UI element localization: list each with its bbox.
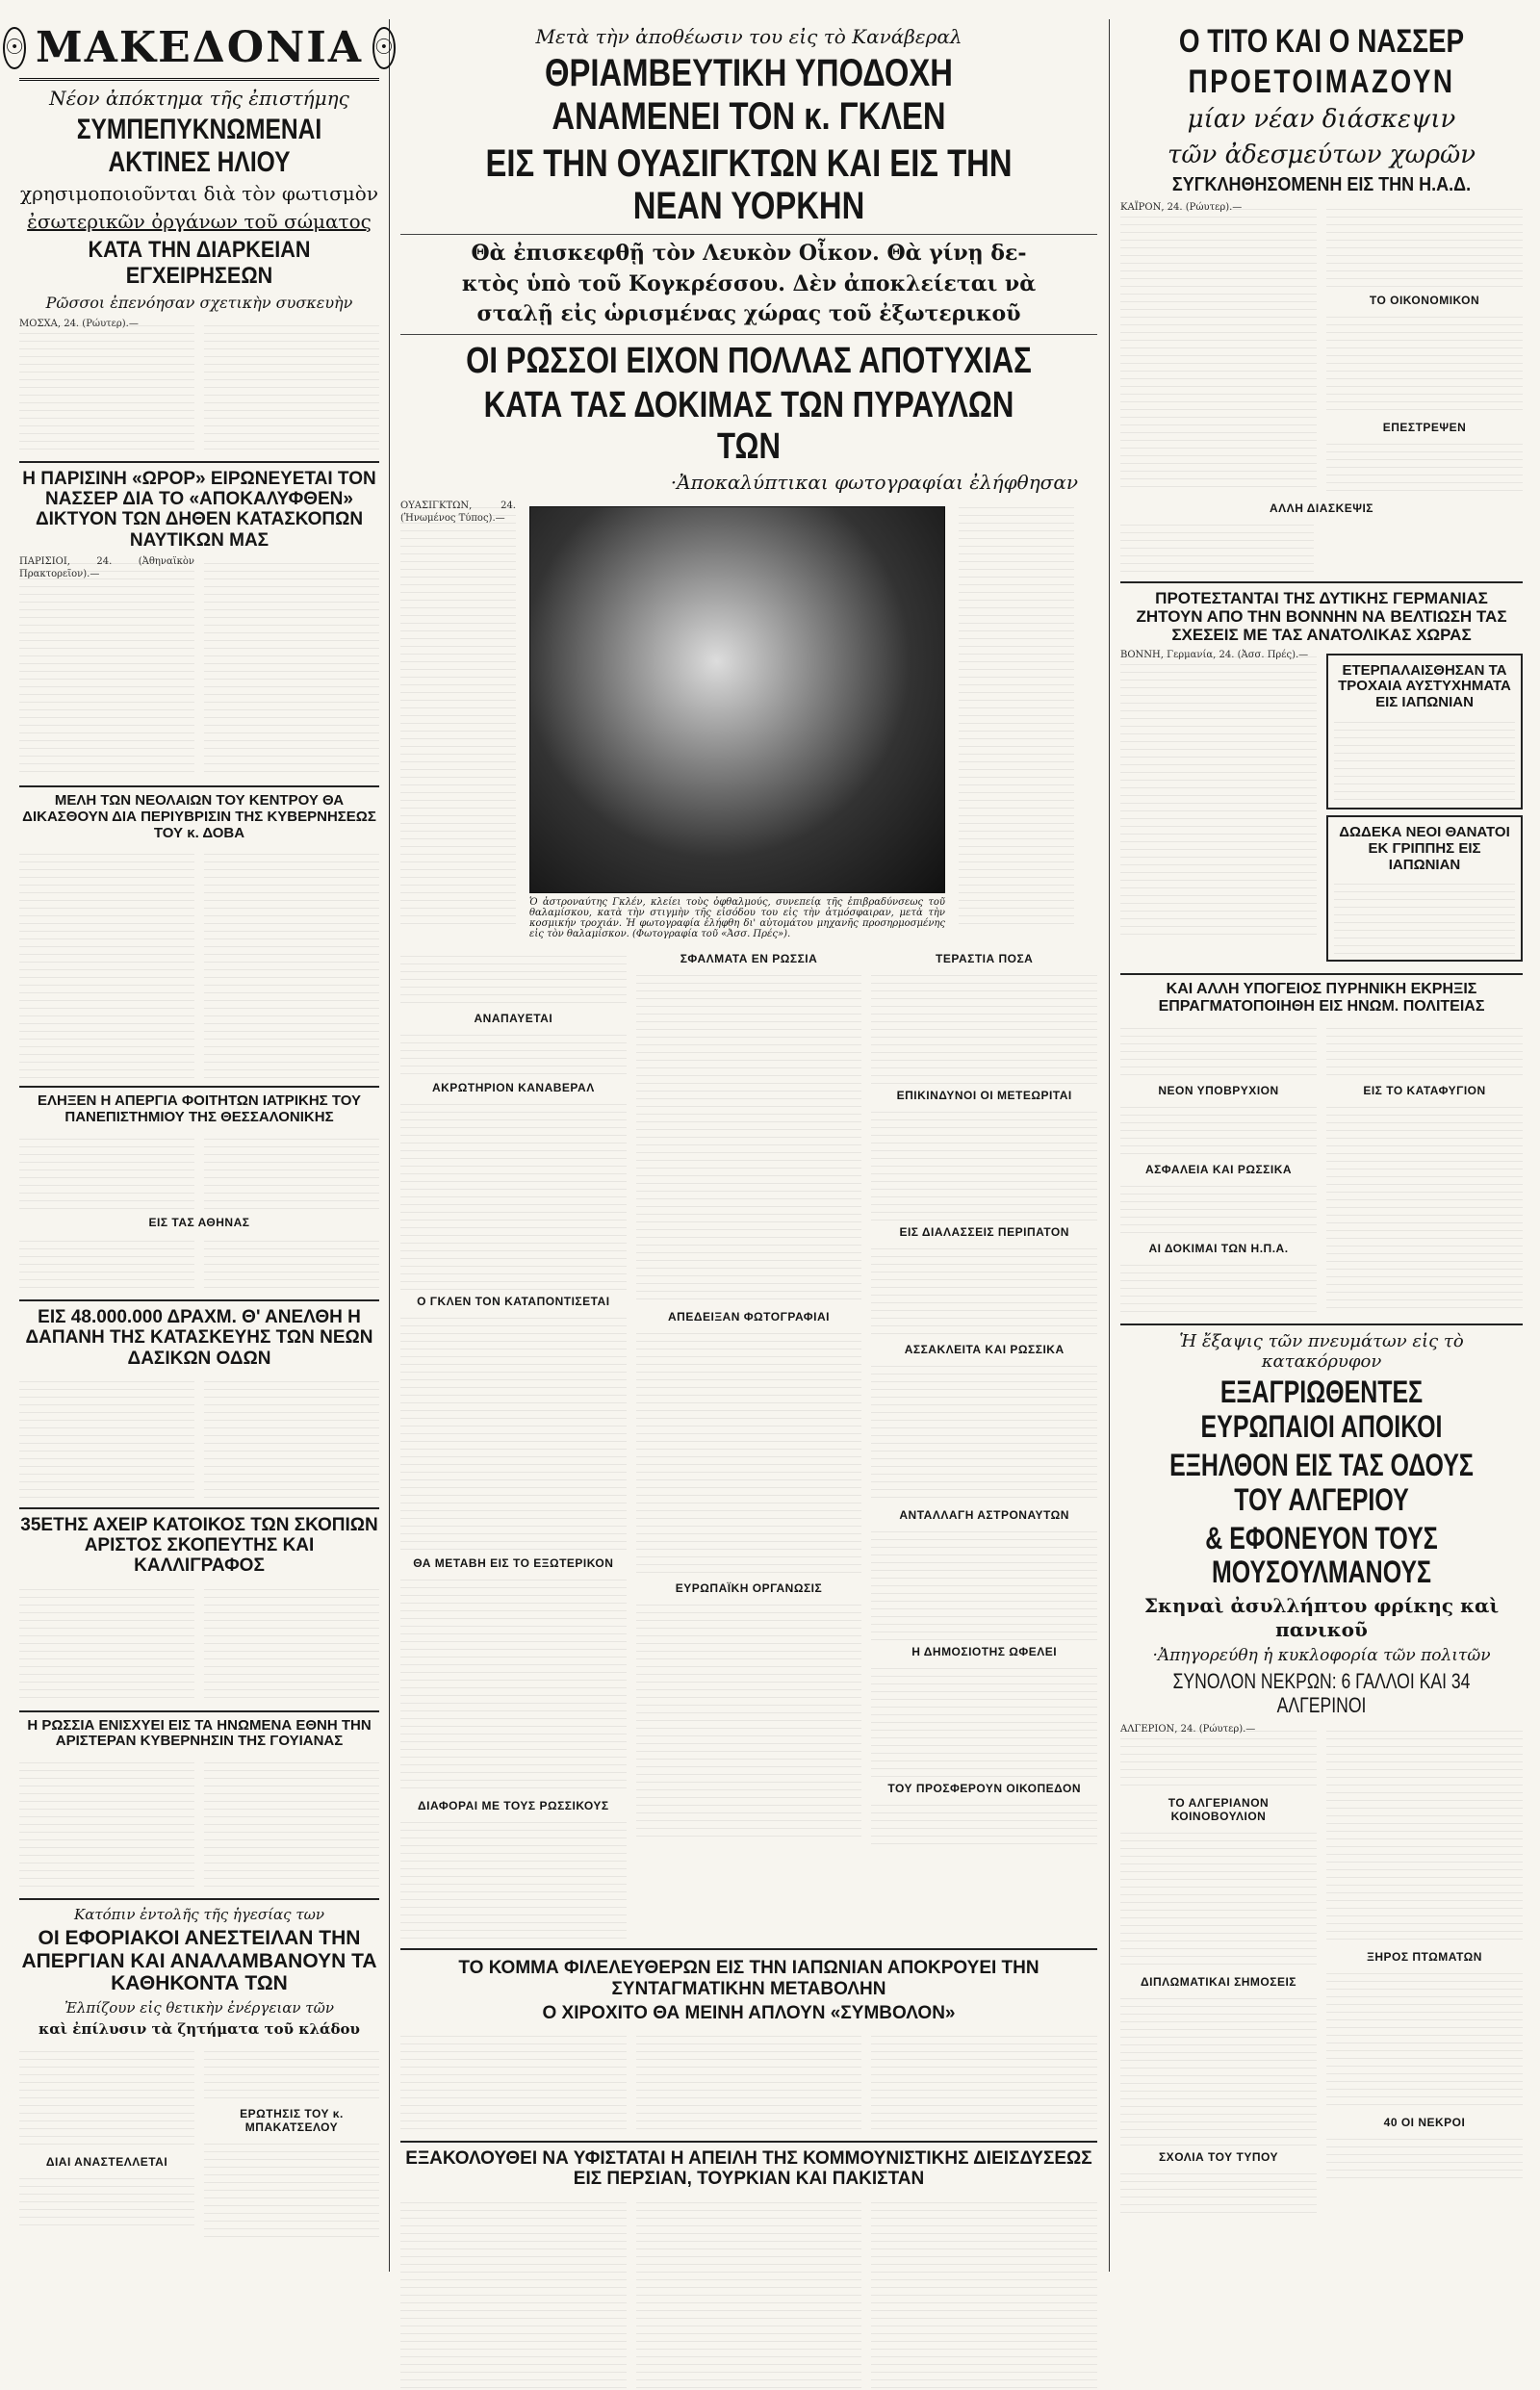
article-body: [1326, 1100, 1523, 1312]
divider: [19, 1710, 379, 1712]
article-subhead: Ρῶσσοι ἐπενόησαν σχετικὴν συσκευὴν: [45, 293, 353, 312]
article-body: [19, 1582, 194, 1703]
article-body: ΑΛΓΕΡΙΟΝ, 24. (Ρώυτερ).—: [1120, 1724, 1317, 1791]
section-label: ΑΙ ΔΟΚΙΜΑΙ ΤΩΝ Η.Π.Α.: [1148, 1242, 1289, 1256]
article-body: ΚΑΪΡΟΝ, 24. (Ρώυτερ).—: [1120, 202, 1317, 491]
section-label: ΕΙΣ ΤΑΣ ΑΘΗΝΑΣ: [148, 1215, 250, 1229]
article-headline: Η ΡΩΣΣΙΑ ΕΝΙΣΧΥΕΙ ΕΙΣ ΤΑ ΗΝΩΜΕΝΑ ΕΘΝΗ ΤΗΝ ΑΡΙΣΤΕΡΑΝ ΚΥΒΕΡΝΗΣΙΝ ΤΗΣ ΓΟΥΙΑΝΑΣ: [27, 1716, 372, 1750]
article-body: [400, 1097, 627, 1290]
rockets-subhead: ·Ἀποκαλύπτικαι φωτογραφίαι ἐλήφθησαν: [670, 471, 1078, 495]
section-label: ΑΝΤΑΛΛΑΓΗ ΑΣΤΡΟΝΑΥΤΩΝ: [899, 1508, 1069, 1523]
article-headline: ΤΟ ΚΟΜΜΑ ΦΙΛΕΛΕΥΘΕΡΩΝ ΕΙΣ ΤΗΝ ΙΑΠΩΝΙΑΝ ΑΠΟΚΡΟΥΕΙ ΤΗΝ ΣΥΝΤΑΓΜΑΤΙΚΗΝ ΜΕΤΑΒΟΛΗΝ: [458, 1958, 1040, 1999]
article-subhead: τῶν ἀδεσμεύτων χωρῶν: [1167, 140, 1476, 169]
article-body: [1326, 2132, 1523, 2180]
section-label: ΤΟ ΟΙΚΟΝΟΜΙΚΟΝ: [1369, 293, 1480, 307]
flu-box: [1326, 815, 1523, 962]
head-emblem-icon: ☉: [372, 27, 396, 69]
divider: [19, 461, 379, 463]
article-body: [636, 968, 862, 1305]
article-body: ΒΟΝΝΗ, Γερμανία, 24. (Ἀσσ. Πρές).—: [1120, 650, 1317, 938]
section-label: ΤΕΡΑΣΤΙΑ ΠΟΣΑ: [936, 952, 1034, 966]
algiers-headline: ΕΞΗΛΘΟΝ ΕΙΣ ΤΑΣ ΟΔΟΥΣ ΤΟΥ ΑΛΓΕΡΙΟΥ: [1169, 1447, 1474, 1517]
article-body: [871, 2029, 1097, 2135]
article-body: [959, 501, 1074, 924]
divider: [400, 234, 1097, 235]
article-subhead: Ἐλπίζουν εἰς θετικὴν ἐνέργειαν τῶν: [64, 1998, 334, 2017]
article-body: [204, 1582, 379, 1703]
section-label: ΑΛΛΗ ΔΙΑΣΚΕΨΙΣ: [1270, 501, 1373, 515]
rockets-headline: ΟΙ ΡΩΣΣΟΙ ΕΙΧΟΝ ΠΟΛΛΑΣ ΑΠΟΤΥΧΙΑΣ: [466, 340, 1032, 381]
algiers-headline: & ΕΦΟΝΕΥΟΝ ΤΟΥΣ ΜΟΥΣΟΥΛΜΑΝΟΥΣ: [1205, 1520, 1438, 1590]
lead-kicker: Μετὰ τὴν ἀποθέωσιν του εἰς τὸ Κανάβεραλ: [535, 25, 962, 48]
article-body: [1326, 437, 1523, 495]
article-headline: ΕΞΑΚΟΛΟΥΘΕΙ ΝΑ ΥΦΙΣΤΑΤΑΙ Η ΑΠΕΙΛΗ ΤΗΣ ΚΟΜΜΟΥΝΙΣΤΙΚΗΣ ΔΙΕΙΣΔΥΣΕΩΣ ΕΙΣ ΠΕΡΣΙΑΝ, ΤΟΥΡΚΙΑΝ ΚΑΙ ΠΑΚΙΣΤΑΝ: [405, 2148, 1092, 2190]
article-body: [400, 1815, 627, 1940]
section-label: ΝΕΟΝ ΥΠΟΒΡΥΧΙΟΝ: [1158, 1084, 1279, 1098]
article-body: [19, 1375, 194, 1500]
article-body: [1326, 1966, 1523, 2111]
divider: [19, 1898, 379, 1900]
masthead: [5, 19, 394, 81]
article-body: [871, 1105, 1097, 1221]
article-body: [400, 2029, 627, 2135]
article-body: [871, 2196, 1097, 2388]
photo-caption: Ὁ ἀστροναύτης Γκλέν, κλείει τοὺς ὀφθαλμούς, συνεπείᾳ τῆς ἐπιβραδύνσεως τοῦ θαλαμίσκου, κατὰ τὴν στιγμὴν τῆς εἰσόδου του εἰς τὴν ἀτμόσφαιραν, μετὰ τὴν κοσμικήν τροχιάν. Ἡ φωτογραφία ἐλήφθη δι' αὐτομάτου μηχανῆς προσηρμοσμένης εἰς τὸν θαλαμίσκον. (Φωτογραφία τοῦ «Ἀσσ. Πρές»).: [529, 897, 945, 940]
article-body: ΟΥΑΣΙΓΚΤΩΝ, 24. (Ἡνωμένος Τύπος).—: [400, 501, 516, 924]
right-column: [1113, 19, 1530, 2281]
article-headline: Η ΠΑΡΙΣΙΝΗ «ΩΡΟΡ» ΕΙΡΩΝΕΥΕΤΑΙ ΤΟΝ ΝΑΣΣΕΡ ΔΙΑ ΤΟ «ΑΠΟΚΑΛΥΦΘΕΝ» ΔΙΚΤΥΟΝ ΤΩΝ ΔΗΘΕΝ ΚΑΤΑΣΚΟΠΩΝ ΝΑΥΤΙΚΩΝ ΜΑΣ: [22, 468, 376, 551]
article-kicker: Κατόπιν ἐντολῆς τῆς ἡγεσίας των: [74, 1906, 324, 1924]
section-label: ΕΙΣ ΔΙΑΛΑΣΣΕΙΣ ΠΕΡΙΠΑΤΟΝ: [899, 1225, 1069, 1240]
article-headline: ΕΙΣ 48.000.000 ΔΡΑΧΜ. Θ' ΑΝΕΛΘΗ Η ΔΑΠΑΝΗ ΤΗΣ ΚΑΤΑΣΚΕΥΗΣ ΤΩΝ ΝΕΩΝ ΔΑΣΙΚΩΝ ΟΔΩΝ: [25, 1306, 373, 1369]
article-body: [204, 556, 379, 778]
article-headline: ΔΩΔΕΚΑ ΝΕΟΙ ΘΑΝΑΤΟΙ ΕΚ ΓΡΙΠΠΗΣ ΕΙΣ ΙΑΠΩΝΙΑΝ: [1339, 824, 1510, 873]
section-label: ΣΧΟΛΙΑ ΤΟΥ ΤΥΠΟΥ: [1158, 2149, 1278, 2164]
article-body: [204, 2044, 379, 2102]
article-body: [400, 949, 627, 1007]
section-label: ΑΝΑΠΑΥΕΤΑΙ: [474, 1012, 553, 1026]
section-label: ΑΠΕΔΕΙΞΑΝ ΦΩΤΟΓΡΑΦΙΑΙ: [668, 1310, 830, 1324]
divider: [19, 1086, 379, 1088]
article-body: [204, 1375, 379, 1500]
section-label: 40 ΟΙ ΝΕΚΡΟΙ: [1383, 2115, 1466, 2129]
section-label: ΘΑ ΜΕΤΑΒΗ ΕΙΣ ΤΟ ΕΞΩΤΕΡΙΚΟΝ: [413, 1556, 614, 1571]
article-body: [1120, 2167, 1317, 2215]
article-body: [19, 2044, 194, 2150]
masthead-title: ΜΑΚΕΔΟΝΙΑ: [35, 23, 364, 72]
article-body: [871, 1798, 1097, 1846]
section-label: ΕΡΩΤΗΣΙΣ ΤΟΥ κ. ΜΠΑΚΑΤΣΕΛΟΥ: [240, 2107, 344, 2135]
divider: [1120, 581, 1523, 583]
section-label: ΑΚΡΩΤΗΡΙΟΝ ΚΑΝΑΒΕΡΑΛ: [431, 1081, 595, 1095]
article-headline: Ο ΤΙΤΟ ΚΑΙ Ο ΝΑΣΣΕΡ: [1178, 23, 1465, 60]
article-body: [19, 1234, 194, 1292]
section-label: ΕΠΙΚΙΝΔΥΝΟΙ ΟΙ ΜΕΤΕΩΡΙΤΑΙ: [896, 1089, 1072, 1103]
head-emblem-icon: ☉: [3, 27, 26, 69]
article-subhead: καὶ ἐπίλυσιν τὰ ζητήματα τοῦ κλάδου: [38, 2020, 360, 2039]
article-subhead: μίαν νέαν διάσκεψιν: [1187, 105, 1456, 135]
lead-subhead: σταλῇ εἰς ὡρισμένας χώρας τοῦ ἐξωτερικοῦ: [476, 301, 1021, 327]
algiers-headline: ΕΞΑΓΡΙΩΘΕΝΤΕΣ ΕΥΡΩΠΑΙΟΙ ΑΠΟΙΚΟΙ: [1200, 1375, 1443, 1445]
section-label: ΔΙΑΦΟΡΑΙ ΜΕ ΤΟΥΣ ΡΩΣΣΙΚΟΥΣ: [418, 1799, 609, 1813]
section-label: ΕΥΡΩΠΑΪΚΗ ΟΡΓΑΝΩΣΙΣ: [675, 1581, 823, 1596]
article-body: [871, 968, 1097, 1084]
article-body: [400, 2196, 627, 2388]
left-column: [5, 19, 394, 2281]
column-rule: [1109, 19, 1110, 2272]
article-headline: 35ΕΤΗΣ ΑΧΕΙΡ ΚΑΤΟΙΚΟΣ ΤΩΝ ΣΚΟΠΙΩΝ ΑΡΙΣΤΟΣ ΣΚΟΠΕΥΤΗΣ ΚΑΙ ΚΑΛΛΙΓΡΑΦΟΣ: [20, 1514, 378, 1577]
article-body: [871, 1661, 1097, 1777]
article-subhead: ΣΥΓΚΛΗΘΗΣΟΜΕΝΗ ΕΙΣ ΤΗΝ Η.Α.Δ.: [1171, 174, 1472, 196]
article-body: [1326, 1021, 1523, 1079]
article-kicker: Νέον ἀπόκτημα τῆς ἐπιστήμης: [49, 87, 349, 110]
column-rule: [389, 19, 390, 2272]
section-label: ΤΟΥ ΠΡΟΣΦΕΡΟΥΝ ΟΙΚΟΠΕΔΟΝ: [887, 1782, 1081, 1796]
article-subhead: ΚΑΤΑ ΤΗΝ ΔΙΑΡΚΕΙΑΝ ΕΓΧΕΙΡΗΣΕΩΝ: [88, 237, 311, 290]
divider: [1120, 973, 1523, 975]
article-body: [400, 1028, 627, 1076]
article-body: [636, 2029, 862, 2135]
article-body: [871, 1525, 1097, 1640]
article-body: [19, 2172, 194, 2229]
article-headline: ΣΥΜΠΕΠΥΚΝΩΜΕΝΑΙ ΑΚΤΙΝΕΣ ΗΛΙΟΥ: [76, 114, 322, 178]
article-subhead: χρησιμοποιοῦνται διὰ τὸν φωτισμὸν: [20, 182, 378, 206]
article-body: [1120, 1021, 1317, 1079]
section-label: ΑΣΦΑΛΕΙΑ ΚΑΙ ΡΩΣΣΙΚΑ: [1144, 1163, 1293, 1177]
article-body: [636, 2196, 862, 2388]
section-label: Ο ΓΚΛΕΝ ΤΟΝ ΚΑΤΑΠΟΝΤΙΣΕΤΑΙ: [417, 1295, 610, 1309]
lead-headline: ΕΙΣ ΤΗΝ ΟΥΑΣΙΓΚΤΩΝ ΚΑΙ ΕΙΣ ΤΗΝ ΝΕΑΝ ΥΟΡΚΗΝ: [485, 141, 1013, 228]
article-headline: ΕΛΗΞΕΝ Η ΑΠΕΡΓΙΑ ΦΟΙΤΗΤΩΝ ΙΑΤΡΙΚΗΣ ΤΟΥ ΠΑΝΕΠΙΣΤΗΜΙΟΥ ΤΗΣ ΘΕΣΣΑΛΟΝΙΚΗΣ: [38, 1092, 361, 1126]
article-body: [1120, 1179, 1317, 1237]
article-headline: ΜΕΛΗ ΤΩΝ ΝΕΟΛΑΙΩΝ ΤΟΥ ΚΕΝΤΡΟΥ ΘΑ ΔΙΚΑΣΘΟΥΝ ΔΙΑ ΠΕΡΙΥΒΡΙΣΙΝ ΤΗΣ ΚΥΒΕΡΝΗΣΕΩΣ ΤΟΥ κ. ΔΟΒΑ: [22, 792, 376, 841]
article-headline: ΠΡΟΤΕΣΤΑΝΤΑΙ ΤΗΣ ΔΥΤΙΚΗΣ ΓΕΡΜΑΝΙΑΣ ΖΗΤΟΥΝ ΑΠΟ ΤΗΝ ΒΟΝΝΗΝ ΝΑ ΒΕΛΤΙΩΣΗ ΤΑΣ ΣΧΕΣΕΙΣ ΜΕ ΤΑΣ ΑΝΑΤΟΛΙΚΑΣ ΧΩΡΑΣ: [1136, 588, 1507, 644]
section-label: Η ΔΗΜΟΣΙΟΤΗΣ ΩΦΕΛΕΙ: [911, 1645, 1058, 1659]
article-subhead: Σκηναὶ ἀσυλλήπτου φρίκης καὶ πανικοῦ: [1143, 1594, 1500, 1642]
divider: [1120, 1323, 1523, 1325]
article-headline: ΟΙ ΕΦΟΡΙΑΚΟΙ ΑΝΕΣΤΕΙΛΑΝ ΤΗΝ ΑΠΕΡΓΙΑΝ ΚΑΙ ΑΝΑΛΑΜΒΑΝΟΥΝ ΤΑ ΚΑΘΗΚΟΝΤΑ ΤΩΝ: [21, 1927, 377, 1995]
article-body: [1120, 1258, 1317, 1316]
lead-headline: ΘΡΙΑΜΒΕΥΤΙΚΗ ΥΠΟΔΟΧΗ ΑΝΑΜΕΝΕΙ ΤΟΝ κ. ΓΚΛΕΝ: [545, 52, 953, 138]
article-body: [636, 1326, 862, 1577]
section-label: ΣΦΑΛΜΑΤΑ ΕΝ ΡΩΣΣΙΑ: [680, 952, 818, 966]
article-body: [1326, 310, 1523, 416]
traffic-box: [1326, 654, 1523, 810]
article-body: [1120, 1826, 1317, 1970]
article-body: [1326, 202, 1523, 289]
divider: [400, 334, 1097, 335]
article-kicker: Ἡ ἔξαψις τῶν πνευμάτων εἰς τὸ κατακόρυφον: [1179, 1331, 1464, 1373]
article-body: [1120, 518, 1314, 576]
article-body: [204, 1756, 379, 1890]
rockets-headline: ΚΑΤΑ ΤΑΣ ΔΟΚΙΜΑΣ ΤΩΝ ΠΥΡΑΥΛΩΝ ΤΩΝ: [483, 385, 1014, 467]
section-label: ΕΠΕΣΤΡΕΨΕΝ: [1382, 420, 1467, 434]
center-column: [393, 19, 1105, 2281]
section-label: ΤΟ ΑΛΓΕΡΙΑΝΟΝ ΚΟΙΝΟΒΟΥΛΙΟΝ: [1168, 1795, 1270, 1823]
lead-subhead: Θὰ ἐπισκεφθῇ τὸν Λευκὸν Οἶκον. Θὰ γίνῃ δε-: [471, 241, 1027, 267]
article-body: [871, 1359, 1097, 1503]
article-body: [1120, 1100, 1317, 1158]
divider: [19, 1507, 379, 1509]
article-subhead: ΣΥΝΟΛΟΝ ΝΕΚΡΩΝ: 6 ΓΑΛΛΟΙ ΚΑΙ 34 ΑΛΓΕΡΙΝΟΙ: [1172, 1669, 1471, 1718]
article-body: [1326, 1724, 1523, 1945]
article-body: [204, 319, 379, 453]
article-body: [1120, 1992, 1317, 2146]
article-body: ΜΟΣΧΑ, 24. (Ρώυτερ).—: [19, 319, 194, 453]
article-body: [204, 847, 379, 1078]
section-label: ΑΣΣΑΚΛΕΙΤΑ ΚΑΙ ΡΩΣΣΙΚΑ: [904, 1343, 1065, 1357]
section-label: ΔΙΑΙ ΑΝΑΣΤΕΛΛΕΤΑΙ: [45, 2155, 168, 2170]
article-headline: ΚΑΙ ΑΛΛΗ ΥΠΟΓΕΙΟΣ ΠΥΡΗΝΙΚΗ ΕΚΡΗΞΙΣ ΕΠΡΑΓΜΑΤΟΠΟΙΗΘΗ ΕΙΣ ΗΝΩΜ. ΠΟΛΙΤΕΙΑΣ: [1158, 981, 1485, 1015]
article-body: [19, 1132, 194, 1209]
article-body: [204, 1132, 379, 1209]
article-body: [1334, 877, 1515, 954]
japan-article: [400, 1948, 1097, 2143]
article-subhead: Ο ΧΙΡΟΧΙΤΟ ΘΑ ΜΕΙΝΗ ΑΠΛΟΥΝ «ΣΥΜΒΟΛΟΝ»: [542, 2002, 956, 2023]
article-body: [636, 1598, 862, 1838]
article-body: [400, 1573, 627, 1794]
astronaut-photo: [529, 506, 945, 893]
article-headline: ΕΤΕΡΠΑΛΑΙΣΘΗΣΑΝ ΤΑ ΤΡΟΧΑΙΑ ΑΥΣΤΥΧΗΜΑΤΑ ΕΙΣ ΙΑΠΩΝΙΑΝ: [1338, 661, 1511, 711]
article-subhead: ·Ἀπηγορεύθη ἡ κυκλοφορία τῶν πολιτῶν: [1152, 1646, 1491, 1666]
section-label: ΔΙΠΛΩΜΑΤΙΚΑΙ ΣΗΜΟΣΕΙΣ: [1140, 1974, 1297, 1989]
section-label: ΞΗΡΟΣ ΠΤΩΜΑΤΩΝ: [1367, 1949, 1482, 1964]
article-body: [204, 2137, 379, 2243]
divider: [19, 785, 379, 787]
article-body: ΠΑΡΙΣΙΟΙ, 24. (Ἀθηναϊκὸν Πρακτορεῖον).—: [19, 556, 194, 778]
article-body: [19, 1756, 194, 1890]
article-body: [204, 1234, 379, 1292]
article-subhead: ἐσωτερικῶν ὀργάνων τοῦ σώματος: [27, 210, 372, 234]
article-body: [400, 1311, 627, 1552]
article-body: [19, 847, 194, 1078]
lead-subhead: κτὸς ὑπὸ τοῦ Κογκρέσσου. Δὲν ἀποκλείεται νὰ: [461, 270, 1037, 296]
section-label: ΕΙΣ ΤΟ ΚΑΤΑΦΥΓΙΟΝ: [1363, 1084, 1486, 1098]
article-body: [1334, 715, 1515, 802]
divider: [19, 1299, 379, 1301]
article-headline: ΠΡΟΕΤΟΙΜΑΖΟΥΝ: [1188, 64, 1455, 101]
article-body: [871, 1242, 1097, 1338]
